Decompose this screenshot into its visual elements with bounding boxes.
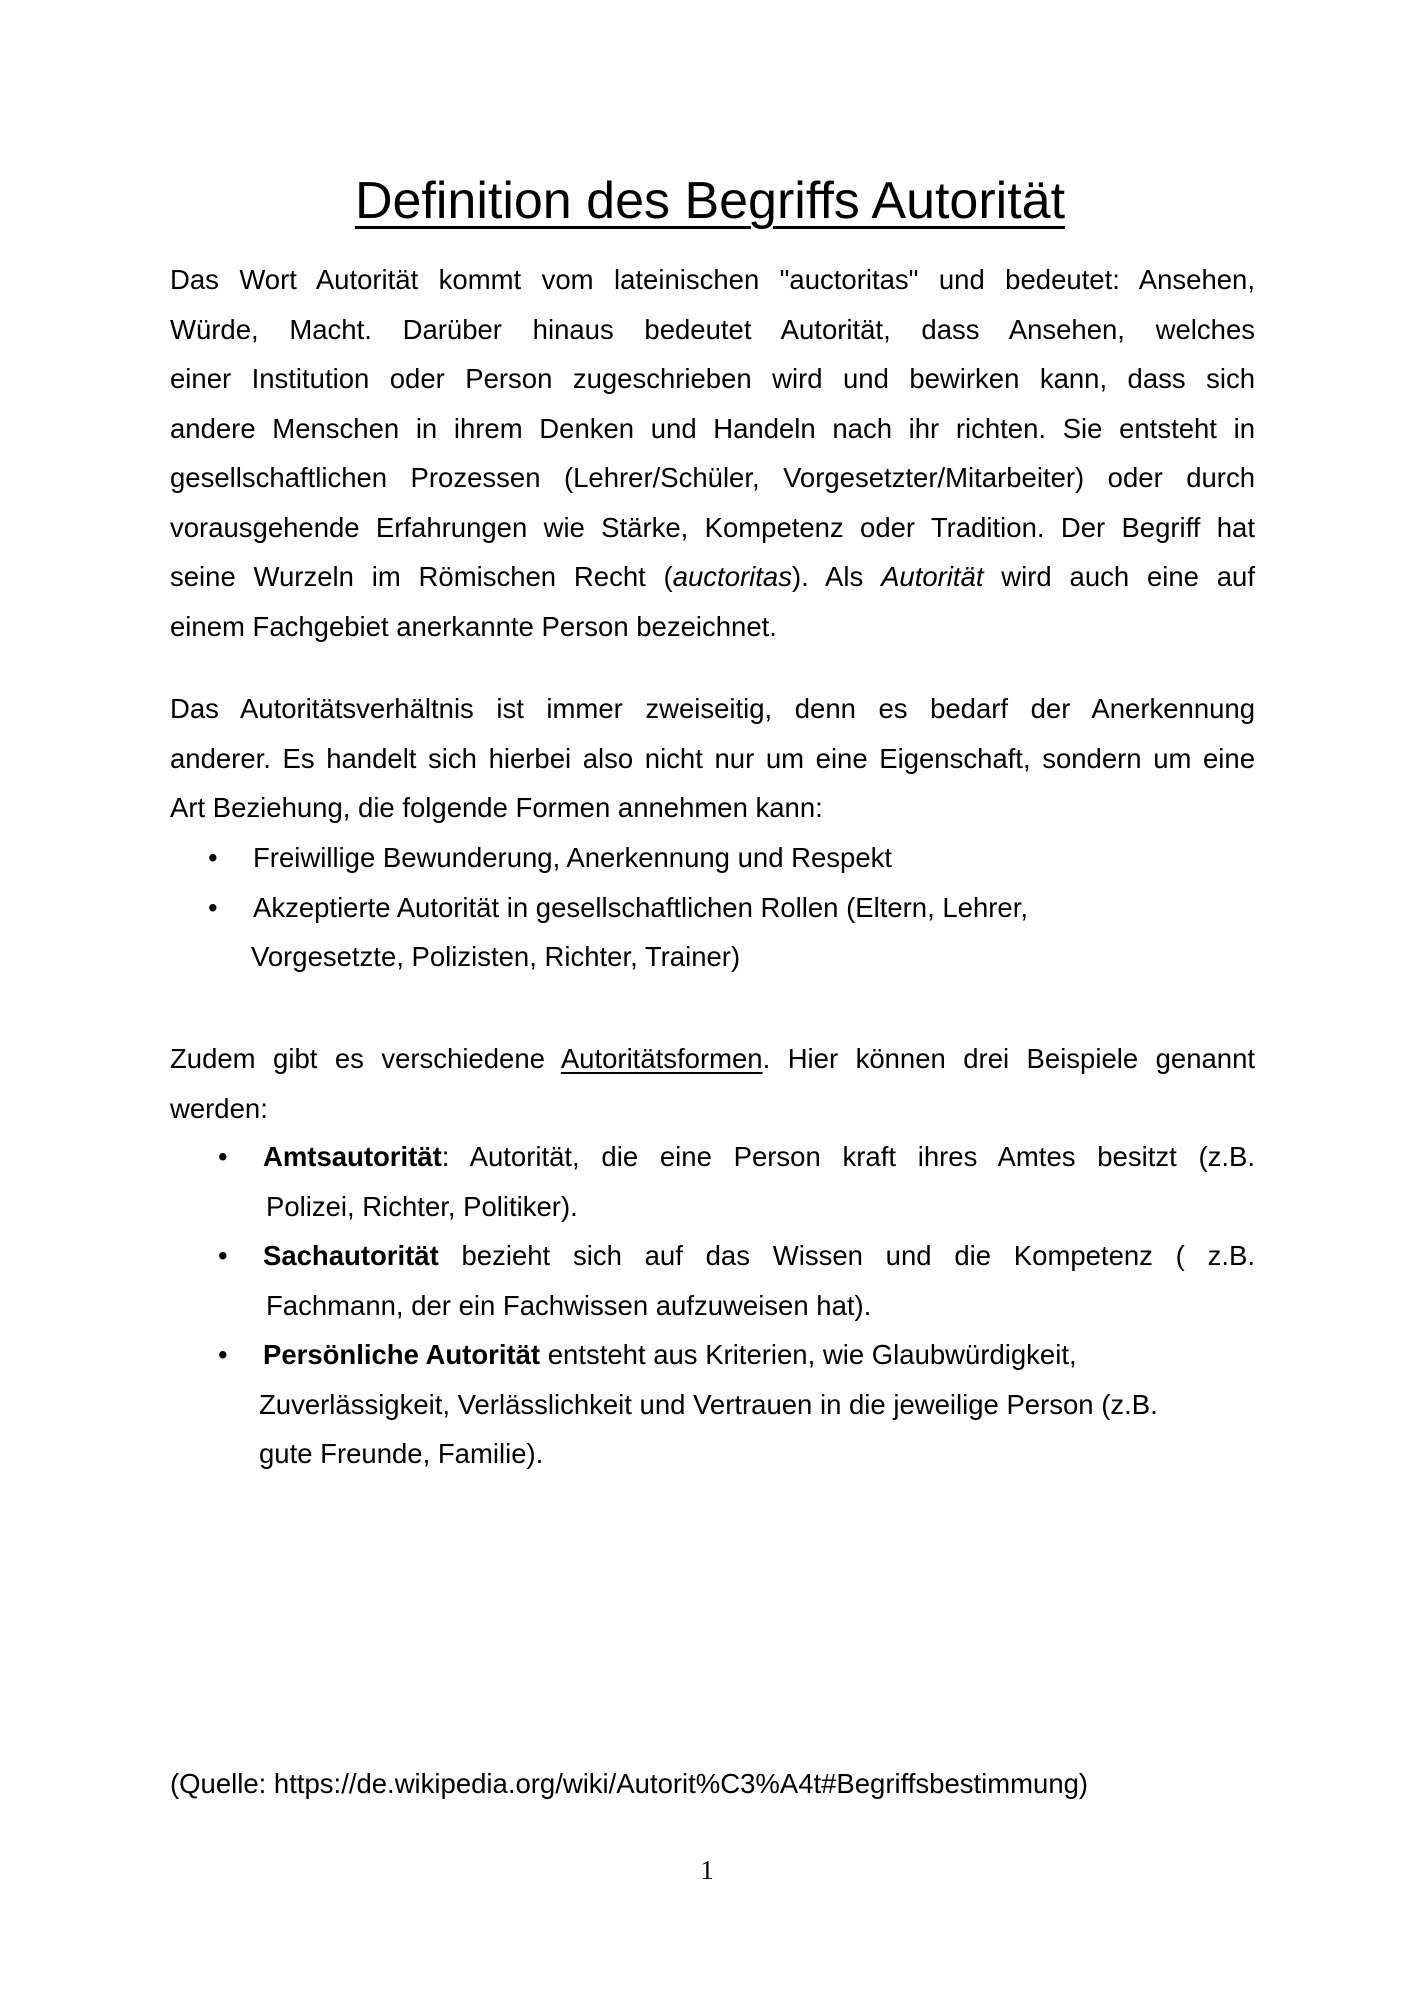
text-segment: . Hier können drei Beispiele genannt	[762, 1043, 1256, 1074]
text-segment: bezieht sich auf das Wissen und die Kompetenz ( z.B.	[438, 1240, 1255, 1271]
text-segment: seine Wurzeln im Römischen Recht (	[170, 561, 673, 592]
term-label: Persönliche Autorität	[263, 1339, 541, 1370]
list-item-text: Zuverlässigkeit, Verlässlichkeit und Vertrauen in die jeweilige Person (z.B.	[259, 1388, 1158, 1420]
paragraph-line: Das Wort Autorität kommt vom lateinischen "auctoritas" und bedeutet: Ansehen,	[170, 264, 1255, 295]
authority-forms-link[interactable]: Autoritätsformen	[560, 1043, 763, 1074]
paragraph-line: andere Menschen in ihrem Denken und Handeln nach ihr richten. Sie entsteht in	[170, 412, 1255, 444]
paragraph-line: vorausgehende Erfahrungen wie Stärke, Kompetenz oder Tradition. Der Begriff hat	[170, 511, 1255, 543]
page-number: 1	[700, 1855, 714, 1885]
list-item-text	[263, 1330, 1255, 1380]
bullet-icon: •	[218, 1339, 228, 1370]
list-item-text: Vorgesetzte, Polizisten, Richter, Trainer)	[251, 941, 741, 972]
text-segment: ). Als	[791, 561, 882, 592]
source-citation: (Quelle: https://de.wikipedia.org/wiki/Autorit%C3%A4t#Begriffsbestimmung)	[170, 1768, 1089, 1799]
list-item-text: gute Freunde, Familie).	[259, 1438, 544, 1469]
paragraph-line	[170, 552, 1255, 602]
list-item-text: Fachmann, der ein Fachwissen aufzuweisen hat).	[266, 1289, 872, 1321]
text-segment: entsteht aus Kriterien, wie Glaubwürdigkeit,	[540, 1339, 1077, 1370]
bullet-icon: •	[218, 1240, 228, 1271]
relationship-forms-list	[170, 833, 1255, 982]
paragraph-relationship	[170, 684, 1255, 833]
bullet-icon: •	[208, 842, 218, 873]
paragraph-line: gesellschaftlichen Prozessen (Lehrer/Schüler, Vorgesetzter/Mitarbeiter) oder durch	[170, 462, 1255, 493]
paragraph-line: Würde, Macht. Darüber hinaus bedeutet Autorität, dass Ansehen, welches	[170, 313, 1255, 345]
paragraph-line: einem Fachgebiet anerkannte Person bezeichnet.	[170, 610, 777, 642]
term-label: Sachautorität	[263, 1240, 439, 1271]
page-title: Definition des Begriffs Autorität	[354, 172, 1066, 230]
text-segment: wird auch eine auf	[983, 561, 1255, 592]
list-item-text: Akzeptierte Autorität in gesellschaftlichen Rollen (Eltern, Lehrer,	[253, 891, 1028, 923]
paragraph-line: Art Beziehung, die folgende Formen annehmen kann:	[170, 792, 823, 823]
text-segment: Zudem gibt es verschiedene	[170, 1043, 561, 1074]
list-item	[170, 1132, 1255, 1231]
authority-forms-list	[170, 1132, 1255, 1479]
paragraph-line: einer Institution oder Person zugeschrieben wird und bewirken kann, dass sich	[170, 363, 1255, 394]
list-item-text	[263, 1231, 1255, 1281]
list-item-text: Polizei, Richter, Politiker).	[266, 1190, 578, 1222]
term-label: Amtsautorität	[263, 1141, 442, 1172]
paragraph-authority-forms	[170, 1034, 1255, 1133]
list-item	[170, 1330, 1255, 1479]
text-segment: : Autorität, die eine Person kraft ihres Amtes besitzt (z.B.	[441, 1141, 1255, 1172]
paragraph-etymology	[170, 255, 1255, 651]
italic-term: auctoritas	[672, 561, 792, 592]
paragraph-line: Das Autoritätsverhältnis ist immer zweiseitig, denn es bedarf der Anerkennung	[170, 693, 1255, 724]
italic-term: Autorität	[881, 561, 984, 592]
paragraph-line: anderer. Es handelt sich hierbei also nicht nur um eine Eigenschaft, sondern um eine	[170, 742, 1255, 774]
list-item-text	[263, 1132, 1255, 1182]
paragraph-line	[170, 1034, 1255, 1084]
list-item	[170, 1231, 1255, 1330]
bullet-icon: •	[208, 891, 218, 923]
list-item-text: Freiwillige Bewunderung, Anerkennung und Respekt	[253, 842, 893, 873]
list-item	[170, 883, 1255, 982]
bullet-icon: •	[218, 1141, 228, 1172]
list-item	[170, 833, 1255, 883]
paragraph-line: werden:	[170, 1092, 268, 1124]
